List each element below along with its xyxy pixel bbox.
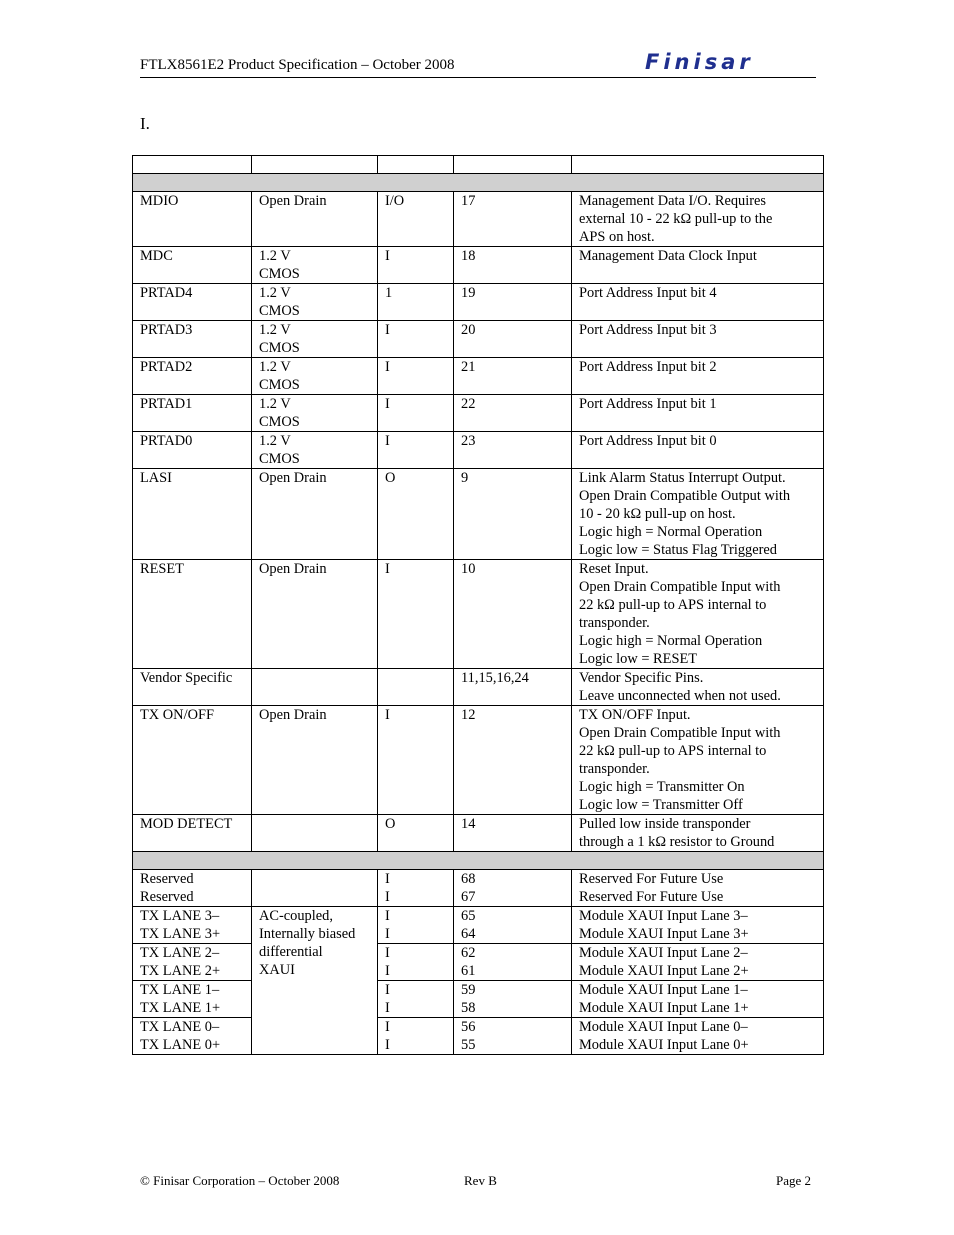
cell-desc: Module XAUI Input Lane 2– Module XAUI Input Lane 2+ <box>572 944 824 981</box>
cell-type: 1.2 V CMOS <box>252 247 378 284</box>
cell-pin: 56 55 <box>454 1018 572 1055</box>
table-row <box>133 358 824 395</box>
cell-dir: I <box>378 247 454 284</box>
footer-revision: Rev B <box>464 1173 497 1188</box>
cell-signal: TX LANE 1– TX LANE 1+ <box>133 981 252 1018</box>
cell-pin: 59 58 <box>454 981 572 1018</box>
table-row <box>133 192 824 247</box>
cell-dir: I <box>378 395 454 432</box>
cell-signal: TX LANE 2– TX LANE 2+ <box>133 944 252 981</box>
cell-pin: 20 <box>454 321 572 358</box>
cell-signal: PRTAD1 <box>133 395 252 432</box>
cell-type: Open Drain <box>252 560 378 669</box>
cell-dir: I I <box>378 870 454 907</box>
table-row <box>133 432 824 469</box>
footer-copyright: © Finisar Corporation – October 2008 <box>140 1173 340 1188</box>
cell-pin: 19 <box>454 284 572 321</box>
cell-dir: I <box>378 432 454 469</box>
section-band-management <box>133 174 824 192</box>
cell-signal: TX LANE 0– TX LANE 0+ <box>133 1018 252 1055</box>
cell-type: Open Drain <box>252 192 378 247</box>
cell-pin: 12 <box>454 706 572 815</box>
table-row <box>133 247 824 284</box>
cell-desc: Port Address Input bit 2 <box>572 358 824 395</box>
cell-dir <box>378 669 454 706</box>
cell-signal: RESET <box>133 560 252 669</box>
cell-pin: 14 <box>454 815 572 852</box>
cell-dir: I <box>378 358 454 395</box>
cell-signal: TX ON/OFF <box>133 706 252 815</box>
cell-desc: Reset Input. Open Drain Compatible Input with 22 kΩ pull-up to APS internal to transponder. Logic high = Normal Operation Logic low = RESET <box>572 560 824 669</box>
cell-type: 1.2 V CMOS <box>252 358 378 395</box>
section-number: I. <box>140 114 150 133</box>
cell-dir: I <box>378 706 454 815</box>
cell-type: Open Drain <box>252 469 378 560</box>
cell-pin: 23 <box>454 432 572 469</box>
cell-dir: O <box>378 469 454 560</box>
cell-desc: Port Address Input bit 1 <box>572 395 824 432</box>
cell-dir: I I <box>378 1018 454 1055</box>
header-rule <box>140 77 816 78</box>
cell-type: 1.2 V CMOS <box>252 284 378 321</box>
cell-signal: MDC <box>133 247 252 284</box>
table-row <box>133 669 824 706</box>
cell-signal: PRTAD0 <box>133 432 252 469</box>
cell-desc: Management Data I/O. Requires external 10 - 22 kΩ pull-up to the APS on host. <box>572 192 824 247</box>
cell-pin: 62 61 <box>454 944 572 981</box>
table-row <box>133 1018 824 1055</box>
cell-pin: 18 <box>454 247 572 284</box>
cell-desc: Port Address Input bit 0 <box>572 432 824 469</box>
cell-dir: I I <box>378 981 454 1018</box>
pin-description-table <box>132 155 824 1055</box>
cell-xaui-type: AC-coupled, Internally biased differential XAUI <box>252 907 378 1055</box>
table-row <box>133 706 824 815</box>
table-row <box>133 815 824 852</box>
cell-desc: Module XAUI Input Lane 1– Module XAUI Input Lane 1+ <box>572 981 824 1018</box>
cell-signal: LASI <box>133 469 252 560</box>
table-row <box>133 907 824 944</box>
cell-dir: I I <box>378 907 454 944</box>
header-title: FTLX8561E2 Product Specification – October 2008 <box>140 57 455 73</box>
cell-desc: Reserved For Future Use Reserved For Future Use <box>572 870 824 907</box>
cell-desc: Management Data Clock Input <box>572 247 824 284</box>
cell-signal: Vendor Specific <box>133 669 252 706</box>
cell-type: 1.2 V CMOS <box>252 432 378 469</box>
cell-dir: I I <box>378 944 454 981</box>
table-row <box>133 981 824 1018</box>
cell-type <box>252 815 378 852</box>
cell-dir: I/O <box>378 192 454 247</box>
cell-type <box>252 669 378 706</box>
cell-desc: Module XAUI Input Lane 0– Module XAUI Input Lane 0+ <box>572 1018 824 1055</box>
cell-signal: PRTAD4 <box>133 284 252 321</box>
cell-signal: MOD DETECT <box>133 815 252 852</box>
table-row <box>133 284 824 321</box>
cell-pin: 21 <box>454 358 572 395</box>
cell-desc: Pulled low inside transponder through a 1 kΩ resistor to Ground <box>572 815 824 852</box>
section-band-high-speed <box>133 852 824 870</box>
cell-pin: 65 64 <box>454 907 572 944</box>
cell-dir: O <box>378 815 454 852</box>
cell-pin: 22 <box>454 395 572 432</box>
cell-desc: Vendor Specific Pins. Leave unconnected when not used. <box>572 669 824 706</box>
cell-desc: Module XAUI Input Lane 3– Module XAUI Input Lane 3+ <box>572 907 824 944</box>
cell-signal: TX LANE 3– TX LANE 3+ <box>133 907 252 944</box>
table-header-row <box>133 156 824 174</box>
cell-desc: Link Alarm Status Interrupt Output. Open Drain Compatible Output with 10 - 20 kΩ pull-up on host. Logic high = Normal Operation Logic low = Status Flag Triggered <box>572 469 824 560</box>
cell-signal: PRTAD3 <box>133 321 252 358</box>
cell-signal: MDIO <box>133 192 252 247</box>
cell-dir: I <box>378 560 454 669</box>
footer-page-number: Page 2 <box>776 1173 812 1188</box>
table-row <box>133 870 824 907</box>
table-row <box>133 395 824 432</box>
cell-signal: PRTAD2 <box>133 358 252 395</box>
table-row <box>133 469 824 560</box>
cell-pin: 9 <box>454 469 572 560</box>
cell-signal: Reserved Reserved <box>133 870 252 907</box>
cell-type: 1.2 V CMOS <box>252 321 378 358</box>
cell-type <box>252 870 378 907</box>
finisar-logo: Finisar <box>645 50 754 74</box>
cell-pin: 11,15,16,24 <box>454 669 572 706</box>
cell-desc: TX ON/OFF Input. Open Drain Compatible Input with 22 kΩ pull-up to APS internal to transponder. Logic high = Transmitter On Logic low = Transmitter Off <box>572 706 824 815</box>
cell-type: Open Drain <box>252 706 378 815</box>
table-row <box>133 944 824 981</box>
cell-dir: I <box>378 321 454 358</box>
cell-dir: 1 <box>378 284 454 321</box>
cell-pin: 10 <box>454 560 572 669</box>
table-row <box>133 560 824 669</box>
cell-desc: Port Address Input bit 3 <box>572 321 824 358</box>
cell-type: 1.2 V CMOS <box>252 395 378 432</box>
table-row <box>133 321 824 358</box>
cell-pin: 68 67 <box>454 870 572 907</box>
cell-desc: Port Address Input bit 4 <box>572 284 824 321</box>
cell-pin: 17 <box>454 192 572 247</box>
